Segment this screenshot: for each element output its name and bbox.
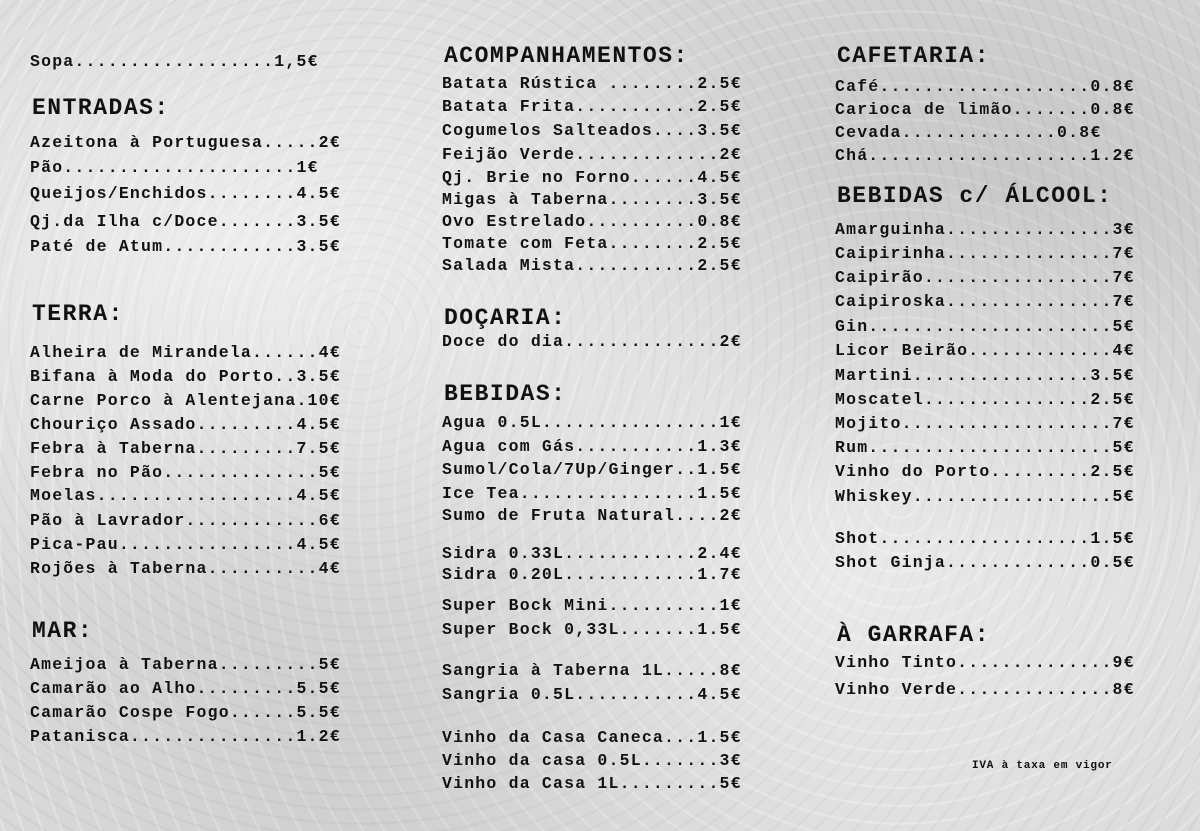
- menu-item: Doce do dia..............2€: [442, 332, 742, 351]
- menu-item: Sopa..................1,5€: [30, 52, 319, 71]
- menu-item: Vinho da casa 0.5L.......3€: [442, 751, 742, 770]
- section-heading: À GARRAFA:: [837, 622, 991, 648]
- menu-item: Febra no Pão..............5€: [30, 463, 341, 482]
- menu-item: Batata Frita...........2.5€: [442, 97, 742, 116]
- menu-item: Pão à Lavrador............6€: [30, 511, 341, 530]
- menu-item: Vinho do Porto.........2.5€: [835, 462, 1135, 481]
- menu-item: Sangria à Taberna 1L.....8€: [442, 661, 742, 680]
- menu-item: Chá....................1.2€: [835, 146, 1135, 165]
- menu-item: Batata Rústica ........2.5€: [442, 74, 742, 93]
- menu-item: Vinho da Casa Caneca...1.5€: [442, 728, 742, 747]
- menu-item: Martini................3.5€: [835, 366, 1135, 385]
- section-heading: DOÇARIA:: [444, 305, 567, 331]
- section-heading: CAFETARIA:: [837, 43, 991, 69]
- section-heading: ACOMPANHAMENTOS:: [444, 43, 689, 69]
- section-heading: BEBIDAS:: [444, 381, 567, 407]
- menu-item: Ice Tea................1.5€: [442, 484, 742, 503]
- vat-note: IVA à taxa em vigor: [972, 760, 1113, 772]
- menu-item: Agua com Gás...........1.3€: [442, 437, 742, 456]
- menu-item: Super Bock 0,33L.......1.5€: [442, 620, 742, 639]
- menu-item: Carioca de limão.......0.8€: [835, 100, 1135, 119]
- menu-item: Shot Ginja.............0.5€: [835, 553, 1135, 572]
- menu-item: Carne Porco à Alentejana.10€: [30, 391, 341, 410]
- menu-item: Agua 0.5L................1€: [442, 413, 742, 432]
- menu-item: Salada Mista...........2.5€: [442, 256, 742, 275]
- menu-item: Ameijoa à Taberna.........5€: [30, 655, 341, 674]
- menu-item: Camarão Cospe Fogo......5.5€: [30, 703, 341, 722]
- menu-item: Café...................0.8€: [835, 77, 1135, 96]
- menu-item: Rojões à Taberna..........4€: [30, 559, 341, 578]
- menu-item: Ovo Estrelado..........0.8€: [442, 212, 742, 231]
- menu-item: Caipirinha...............7€: [835, 244, 1135, 263]
- menu-item: Cogumelos Salteados....3.5€: [442, 121, 742, 140]
- menu-item: Qj. Brie no Forno......4.5€: [442, 168, 742, 187]
- menu-item: Vinho da Casa 1L.........5€: [442, 774, 742, 793]
- menu-item: Moelas..................4.5€: [30, 486, 341, 505]
- menu-item: Patanisca...............1.2€: [30, 727, 341, 746]
- section-heading: TERRA:: [32, 301, 124, 327]
- menu-item: Tomate com Feta........2.5€: [442, 234, 742, 253]
- menu-item: Febra à Taberna.........7.5€: [30, 439, 341, 458]
- section-heading: BEBIDAS c/ ÁLCOOL:: [837, 183, 1113, 209]
- menu-item: Licor Beirão.............4€: [835, 341, 1135, 360]
- menu-item: Shot...................1.5€: [835, 529, 1135, 548]
- menu-item: Whiskey..................5€: [835, 487, 1135, 506]
- menu-item: Sidra 0.20L............1.7€: [442, 565, 742, 584]
- menu-item: Chouriço Assado.........4.5€: [30, 415, 341, 434]
- menu-item: Super Bock Mini..........1€: [442, 596, 742, 615]
- menu-item: Bifana à Moda do Porto..3.5€: [30, 367, 341, 386]
- menu-item: Caipiroska...............7€: [835, 292, 1135, 311]
- section-heading: ENTRADAS:: [32, 95, 170, 121]
- menu-item: Feijão Verde.............2€: [442, 145, 742, 164]
- menu-item: Amarguinha...............3€: [835, 220, 1135, 239]
- menu-item: Vinho Verde..............8€: [835, 680, 1135, 699]
- menu-item: Qj.da Ilha c/Doce.......3.5€: [30, 212, 341, 231]
- menu-item: Migas à Taberna........3.5€: [442, 190, 742, 209]
- section-heading: MAR:: [32, 618, 94, 644]
- menu-item: Sangria 0.5L...........4.5€: [442, 685, 742, 704]
- menu-item: Queijos/Enchidos........4.5€: [30, 184, 341, 203]
- menu-item: Azeitona à Portuguesa.....2€: [30, 133, 341, 152]
- menu-item: Vinho Tinto..............9€: [835, 653, 1135, 672]
- menu-item: Moscatel...............2.5€: [835, 390, 1135, 409]
- menu-item: Cevada..............0.8€: [835, 123, 1102, 142]
- menu-item: Sidra 0.33L............2.4€: [442, 544, 742, 563]
- menu-item: Gin......................5€: [835, 317, 1135, 336]
- menu-item: Mojito...................7€: [835, 414, 1135, 433]
- menu-item: Rum......................5€: [835, 438, 1135, 457]
- menu-item: Sumol/Cola/7Up/Ginger..1.5€: [442, 460, 742, 479]
- menu-item: Pão.....................1€: [30, 158, 319, 177]
- menu-item: Alheira de Mirandela......4€: [30, 343, 341, 362]
- menu-item: Pica-Pau................4.5€: [30, 535, 341, 554]
- menu-item: Camarão ao Alho.........5.5€: [30, 679, 341, 698]
- menu-item: Caipirão.................7€: [835, 268, 1135, 287]
- menu-item: Paté de Atum............3.5€: [30, 237, 341, 256]
- menu-item: Sumo de Fruta Natural....2€: [442, 506, 742, 525]
